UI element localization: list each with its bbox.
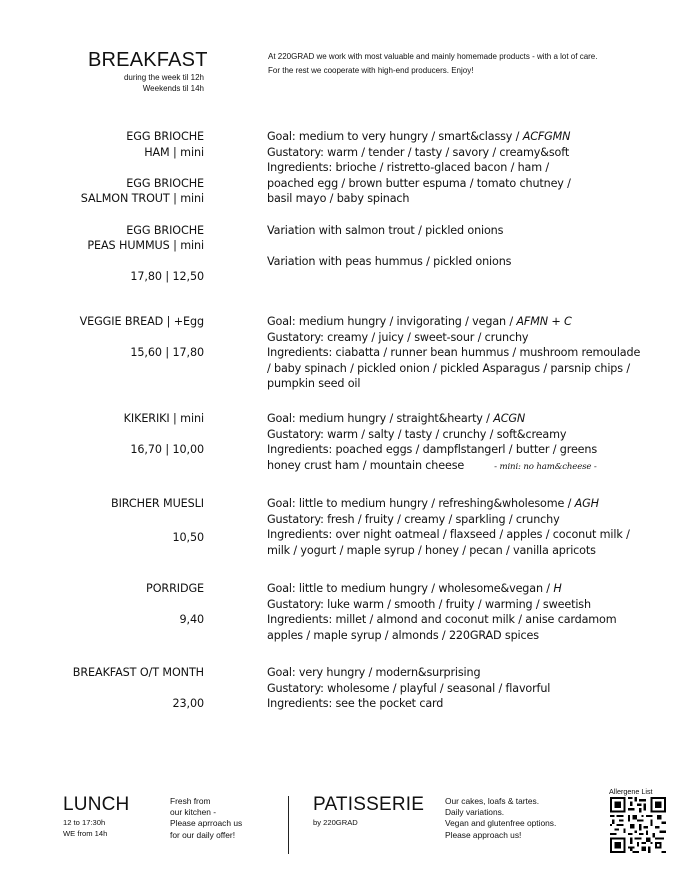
item-ingredients: poached egg / brown butter espuma / tomato chutney / <box>267 176 571 190</box>
item-name: EGG BRIOCHE <box>126 223 204 237</box>
lunch-note-line: our kitchen - <box>170 807 217 818</box>
allergen-codes: H <box>553 582 562 595</box>
menu-item-name-porridge <box>20 581 204 628</box>
menu-item-name-kikeriki <box>20 411 204 458</box>
item-ingredients: apples / maple syrup / almonds / 220GRAD spices <box>267 628 539 642</box>
lunch-hours-line: 12 to 17:30h <box>63 818 106 827</box>
item-ingredients: basil mayo / baby spinach <box>267 192 410 206</box>
patisserie-note-line: Vegan and glutenfree options. <box>445 818 557 829</box>
item-variant: SALMON TROUT | mini <box>80 192 204 206</box>
item-price: 17,80 | 12,50 <box>130 270 204 284</box>
item-price: 10,50 <box>172 531 204 545</box>
item-price: 23,00 <box>172 697 204 711</box>
item-name: EGG BRIOCHE <box>126 176 204 190</box>
menu-item-details-month <box>267 665 677 712</box>
item-goal <box>267 314 677 330</box>
goal-text: Goal: little to medium hungry / refreshing&wholesome / <box>267 497 575 510</box>
item-name: EGG BRIOCHE <box>126 130 204 143</box>
item-ingredients: Ingredients: ciabatta / runner bean hummus / mushroom remoulade <box>267 346 641 360</box>
goal-text: Goal: medium to very hungry / smart&classy / <box>267 130 523 143</box>
allergen-codes: AFMN + C <box>516 315 572 328</box>
item-name: KIKERIKI | mini <box>123 412 204 425</box>
item-ingredients: / baby spinach / pickled onion / pickled Asparagus / parsnip chips / <box>267 361 630 375</box>
menu-item-details-bircher <box>267 496 677 558</box>
menu-item-name-veggie-bread <box>20 314 204 361</box>
menu-item-details-egg-brioche <box>267 129 677 269</box>
item-ingredients: pumpkin seed oil <box>267 377 361 391</box>
item-price: 15,60 | 17,80 <box>130 346 204 360</box>
item-name: VEGGIE BREAD | +Egg <box>79 315 204 328</box>
item-ingredients: Ingredients: see the pocket card <box>267 697 444 711</box>
item-price: 9,40 <box>179 613 204 627</box>
item-gustatory: Gustatory: fresh / fruity / creamy / sparkling / crunchy <box>267 512 560 526</box>
item-gustatory: Gustatory: wholesome / playful / seasonal / flavorful <box>267 681 551 695</box>
item-gustatory: Gustatory: luke warm / smooth / fruity / warming / sweetish <box>267 597 591 611</box>
item-variation-salmon: Variation with salmon trout / pickled onions <box>267 223 504 237</box>
allergen-codes: ACGN <box>493 412 526 425</box>
intro-line-1: At 220GRAD we work with most valuable and mainly homemade products - with a lot of care. <box>268 52 598 61</box>
item-goal <box>267 411 677 427</box>
footer-divider <box>288 796 289 854</box>
patisserie-note-line: Daily variations. <box>445 807 505 818</box>
item-variant: PEAS HUMMUS | mini <box>87 239 204 253</box>
lunch-hours <box>63 818 107 839</box>
patisserie-note <box>445 796 556 841</box>
opening-hours <box>100 72 204 94</box>
item-variant: HAM | mini <box>144 145 204 159</box>
item-ingredients: Ingredients: over night oatmeal / flaxseed / apples / coconut milk / <box>267 528 630 542</box>
hours-weekday: during the week til 12h <box>123 73 204 82</box>
lunch-title: LUNCH <box>63 794 130 815</box>
item-price: 16,70 | 10,00 <box>130 443 204 457</box>
item-gustatory: Gustatory: warm / tender / tasty / savory / creamy&soft <box>267 145 570 159</box>
menu-item-details-porridge <box>267 581 677 643</box>
hours-weekend: Weekends til 14h <box>142 84 204 93</box>
item-goal: Goal: very hungry / modern&surprising <box>267 666 481 679</box>
item-goal <box>267 496 677 512</box>
menu-item-details-veggie-bread <box>267 314 677 392</box>
mini-note: - mini: no ham&cheese - <box>494 461 597 472</box>
qr-code-icon[interactable] <box>610 797 666 853</box>
menu-item-name-egg-brioche <box>20 129 204 285</box>
item-variation-peas: Variation with peas hummus / pickled onions <box>267 254 512 268</box>
patisserie-title: PATISSERIE <box>313 794 425 815</box>
goal-text: Goal: little to medium hungry / wholesome&vegan / <box>267 582 554 595</box>
menu-item-name-bircher <box>20 496 204 546</box>
menu-item-details-kikeriki <box>267 411 677 475</box>
item-ingredients: Ingredients: poached eggs / dampflstangerl / butter / greens <box>267 443 598 457</box>
goal-text: Goal: medium hungry / invigorating / vegan / <box>267 315 517 328</box>
lunch-note <box>170 796 242 841</box>
allergen-codes: ACFGMN <box>522 130 571 143</box>
lunch-hours-line: WE from 14h <box>63 828 108 838</box>
item-ingredients: Ingredients: millet / almond and coconut milk / anise cardamom <box>267 613 617 627</box>
item-goal <box>267 581 677 597</box>
patisserie-note-line: Our cakes, loafs & tartes. <box>445 796 540 806</box>
item-gustatory: Gustatory: creamy / juicy / sweet-sour / crunchy <box>267 330 529 344</box>
item-name: BREAKFAST O/T MONTH <box>72 666 204 679</box>
item-name: PORRIDGE <box>146 582 204 595</box>
item-name: BIRCHER MUESLI <box>111 497 204 510</box>
page-title: BREAKFAST <box>88 49 208 71</box>
lunch-note-line: Fresh from <box>170 796 211 806</box>
item-ingredients: Ingredients: brioche / ristretto-glaced bacon / ham / <box>267 161 550 175</box>
allergen-list-label: Allergene List <box>609 787 653 796</box>
item-ingredients <box>267 458 677 476</box>
ingredients-text: honey crust ham / mountain cheese <box>267 458 465 472</box>
menu-item-name-month <box>20 665 204 712</box>
patisserie-note-line: Please approach us! <box>445 829 522 840</box>
item-goal <box>267 129 677 145</box>
intro-line-2: For the rest we cooperate with high-end producers. Enjoy! <box>268 65 474 75</box>
goal-text: Goal: medium hungry / straight&hearty / <box>267 412 494 425</box>
lunch-note-line: Please aprroach us <box>170 818 243 829</box>
allergen-codes: AGH <box>574 497 599 510</box>
patisserie-by: by 220GRAD <box>313 818 358 827</box>
item-ingredients: milk / yogurt / maple syrup / honey / pecan / vanilla apricots <box>267 543 596 557</box>
intro-text <box>268 50 678 77</box>
lunch-note-line: for our daily offer! <box>170 829 236 840</box>
item-gustatory: Gustatory: warm / salty / tasty / crunchy / soft&creamy <box>267 427 567 441</box>
